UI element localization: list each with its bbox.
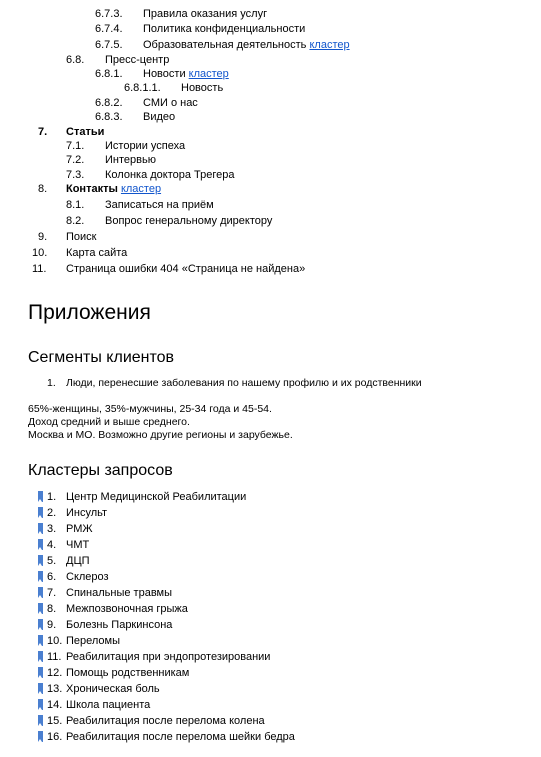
bookmark-icon[interactable] bbox=[38, 651, 43, 662]
bookmark-icon[interactable] bbox=[38, 667, 43, 678]
bookmark-icon[interactable] bbox=[38, 635, 43, 646]
segment-line: Москва и МО. Возможно другие регионы и зарубежье. bbox=[28, 429, 293, 441]
bookmark-icon[interactable] bbox=[38, 507, 43, 518]
cluster-link[interactable]: кластер bbox=[188, 68, 229, 80]
segments-heading: Сегменты клиентов bbox=[28, 349, 175, 366]
bookmark-icon[interactable] bbox=[38, 523, 43, 534]
bookmark-icon[interactable] bbox=[38, 491, 43, 502]
bookmark-icon[interactable] bbox=[38, 619, 43, 630]
segment-line: 65%-женщины, 35%-мужчины, 25-34 года и 45-54. bbox=[28, 403, 272, 415]
bookmark-icon[interactable] bbox=[38, 715, 43, 726]
bookmark-icon[interactable] bbox=[38, 603, 43, 614]
bookmark-icon[interactable] bbox=[38, 683, 43, 694]
clusters-heading: Кластеры запросов bbox=[28, 462, 173, 479]
cluster-link[interactable]: кластер bbox=[309, 39, 350, 51]
bookmark-icon[interactable] bbox=[38, 731, 43, 742]
cluster-link[interactable]: кластер bbox=[120, 183, 162, 195]
appendix-heading: Приложения bbox=[28, 301, 151, 324]
segment-line: Доход средний и выше среднего. bbox=[28, 416, 190, 428]
bookmark-icon[interactable] bbox=[38, 555, 43, 566]
bookmark-icon[interactable] bbox=[38, 699, 43, 710]
bookmark-icon[interactable] bbox=[38, 539, 43, 550]
bookmark-icon[interactable] bbox=[38, 587, 43, 598]
bookmark-icon[interactable] bbox=[38, 571, 43, 582]
